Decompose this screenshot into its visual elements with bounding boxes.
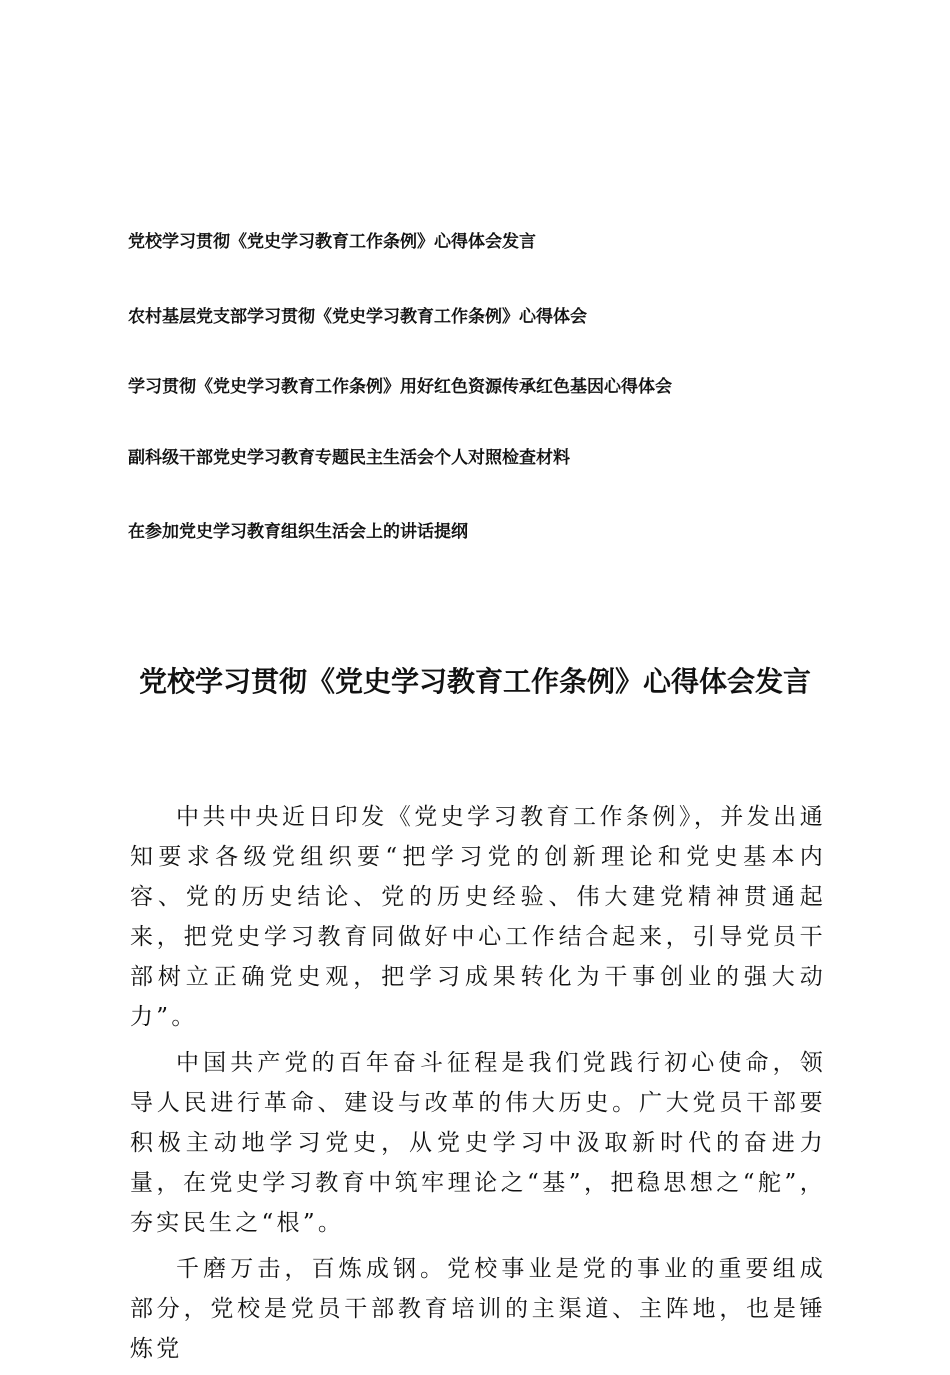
toc-item: 副科级干部党史学习教育专题民主生活会个人对照检查材料	[128, 448, 570, 468]
toc-item: 党校学习贯彻《党史学习教育工作条例》心得体会发言	[128, 232, 536, 252]
toc-item: 在参加党史学习教育组织生活会上的讲话提纲	[128, 522, 468, 542]
body-paragraph: 中国共产党的百年奋斗征程是我们党践行初心使命，领导人民进行革命、建设与改革的伟大历史。广大党员干部要积极主动地学习党史，从党史学习中汲取新时代的奋进力量，在党史学习教育中筑牢理论之“基”，把稳思想之“舵”，夯实民生之“根”。	[130, 1050, 826, 1236]
body-paragraph: 千磨万击，百炼成钢。党校事业是党的事业的重要组成部分，党校是党员干部教育培训的主渠道、主阵地，也是锤炼党	[130, 1256, 826, 1362]
article-body	[130, 797, 826, 1375]
toc-item: 学习贯彻《党史学习教育工作条例》用好红色资源传承红色基因心得体会	[128, 377, 672, 397]
toc-item: 农村基层党支部学习贯彻《党史学习教育工作条例》心得体会	[128, 307, 587, 327]
article-title: 党校学习贯彻《党史学习教育工作条例》心得体会发言	[138, 665, 811, 698]
body-paragraph: 中共中央近日印发《党史学习教育工作条例》，并发出通知要求各级党组织要“把学习党的创新理论和党史基本内容、党的历史结论、党的历史经验、伟大建党精神贯通起来，把党史学习教育同做好中心工作结合起来，引导党员干部树立正确党史观，把学习成果转化为干事创业的强大动力”。	[130, 804, 826, 1030]
